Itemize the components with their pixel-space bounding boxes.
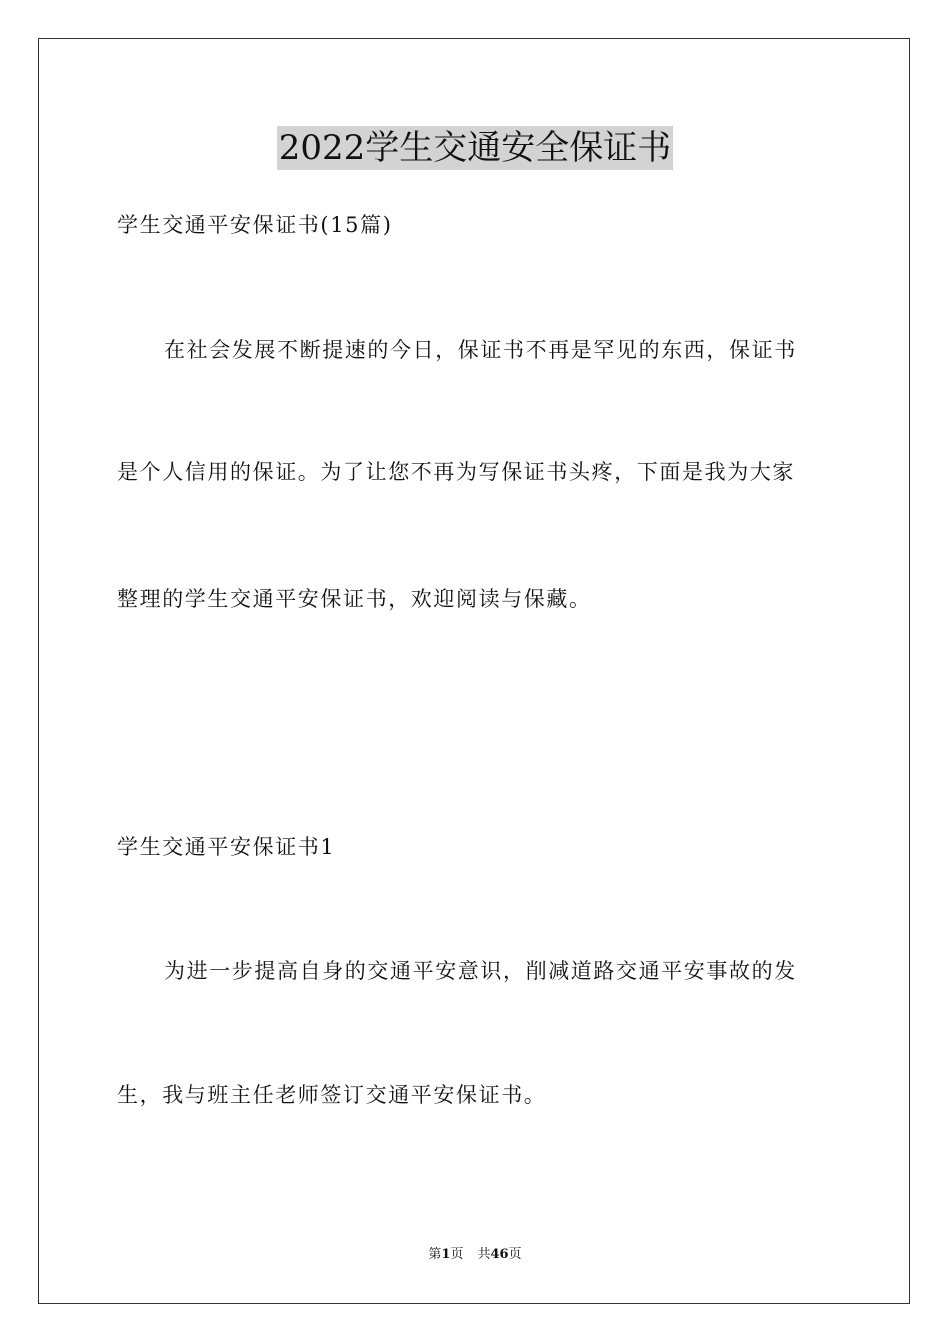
page-footer [0, 1246, 950, 1264]
title-container [0, 126, 950, 170]
section-line-2: 生，我与班主任老师签订交通平安保证书。 [117, 1083, 547, 1107]
document-title: 2022学生交通安全保证书 [278, 128, 672, 168]
intro-line-1: 在社会发展不断提速的今日，保证书不再是罕见的东西，保证书 [164, 338, 797, 362]
section-heading: 学生交通平安保证书1 [117, 835, 336, 859]
section-line-1: 为进一步提高自身的交通平安意识，削减道路交通平安事故的发 [164, 959, 797, 983]
intro-line-3: 整理的学生交通平安保证书，欢迎阅读与保藏。 [117, 587, 592, 611]
footer-total-suffix: 页 [508, 1247, 522, 1262]
document-subtitle: 学生交通平安保证书(15篇) [117, 213, 393, 237]
footer-total-pages: 46 [490, 1247, 509, 1262]
footer-page-prefix: 第 [428, 1247, 442, 1262]
footer-page-number: 1 [441, 1247, 451, 1262]
footer-page-suffix: 页 [450, 1247, 464, 1262]
intro-line-2: 是个人信用的保证。为了让您不再为写保证书头疼，下面是我为大家 [117, 460, 795, 484]
footer-total-prefix: 共 [477, 1247, 491, 1262]
